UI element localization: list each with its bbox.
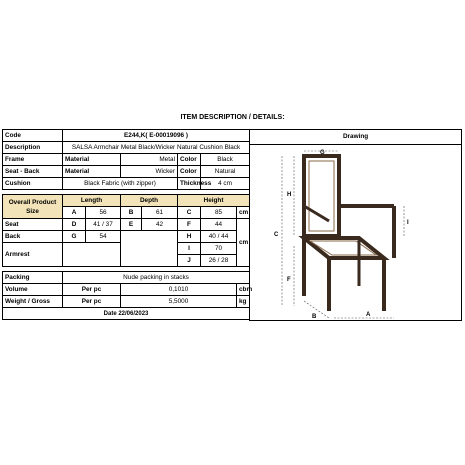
seat-back-label: Seat - Back (3, 166, 63, 178)
frame-material-value: Metal (121, 154, 178, 166)
cushion-material-value: Black Fabric (with zipper) (63, 178, 178, 190)
document-title: ITEM DESCRIPTION / DETAILS: (180, 114, 285, 121)
seat-back-material-label: Material (63, 166, 121, 178)
dim-i-value: 70 (201, 243, 237, 255)
frame-color-label: Color (178, 154, 201, 166)
code-label: Code (3, 130, 63, 142)
weight-per-label: Per pc (63, 296, 121, 308)
packing-label: Packing (3, 272, 63, 284)
volume-unit: cbm (237, 284, 250, 296)
cushion-thickness-label: Thickness (178, 178, 201, 190)
dim-j-value: 26 / 28 (201, 255, 237, 267)
drawing-heading: Drawing (250, 130, 461, 145)
dim-g-label: G (63, 231, 86, 243)
overall-size-header: Overall Product Size (3, 195, 63, 219)
dim-b-label: B (121, 207, 142, 219)
dim-i-label: I (178, 243, 201, 255)
packing-value: Nude packing in stacks (63, 272, 250, 284)
dim-a-label: A (63, 207, 86, 219)
dim-h-label: H (178, 231, 201, 243)
spec-table (2, 129, 462, 321)
back-dims-label: Back (3, 231, 63, 243)
dim-overall-unit: cm (237, 207, 250, 219)
weight-unit: kg (237, 296, 250, 308)
armrest-dims-label: Armrest (3, 243, 63, 267)
dim-j-label: J (178, 255, 201, 267)
dim-e-label: E (121, 219, 142, 231)
dim-label-b: B (312, 314, 317, 320)
chair-back-weave (309, 161, 334, 231)
drawing-cell (250, 130, 462, 321)
seat-back-color-value: Natural (201, 166, 250, 178)
dim-label-h: H (287, 192, 292, 198)
dim-d-value: 41 / 37 (86, 219, 121, 231)
dim-lower-unit: cm (237, 219, 250, 267)
frame-label: Frame (3, 154, 63, 166)
dim-g-value: 54 (86, 231, 121, 243)
dim-b-value: 61 (142, 207, 178, 219)
dim-f-label: F (178, 219, 201, 231)
code-value: E244,K( E-00019096 ) (63, 130, 250, 142)
cushion-label: Cushion (3, 178, 63, 190)
dim-label-i: I (407, 220, 409, 226)
frame-material-label: Material (63, 154, 121, 166)
dim-h-value: 40 / 44 (201, 231, 237, 243)
volume-per-label: Per pc (63, 284, 121, 296)
description-label: Description (3, 142, 63, 154)
filler-row (3, 320, 250, 321)
empty-depth-cell (121, 231, 178, 267)
dim-f-value: 44 (201, 219, 237, 231)
volume-value: 0,1010 (121, 284, 237, 296)
seat-dims-label: Seat (3, 219, 63, 231)
dim-c-label: C (178, 207, 201, 219)
volume-label: Volume (3, 284, 63, 296)
weight-label: Weight / Gross (3, 296, 63, 308)
chair-drawing (254, 146, 454, 321)
frame-color-value: Black (201, 154, 250, 166)
chair-armrest-left (304, 206, 329, 221)
cushion-thickness-value: 4 cm (201, 178, 250, 190)
dim-label-a: A (366, 312, 371, 318)
dim-d-label: D (63, 219, 86, 231)
dim-label-c: C (274, 232, 279, 238)
seat-back-material-value: Wicker (121, 166, 178, 178)
document-date: Date 22/06/2023 (3, 308, 250, 320)
weight-value: 5,5000 (121, 296, 237, 308)
dim-c-value: 85 (201, 207, 237, 219)
dim-label-g: G (320, 150, 325, 156)
dim-a-value: 56 (86, 207, 121, 219)
description-value: SALSA Armchair Metal Black/Wicker Natural Cushion Black (63, 142, 250, 154)
seat-back-color-label: Color (178, 166, 201, 178)
dim-e-value: 42 (142, 219, 178, 231)
dim-label-f: F (287, 277, 291, 283)
depth-header: Depth (121, 195, 178, 207)
height-header: Height (178, 195, 250, 207)
length-header: Length (63, 195, 121, 207)
empty-length-cell (63, 243, 121, 267)
